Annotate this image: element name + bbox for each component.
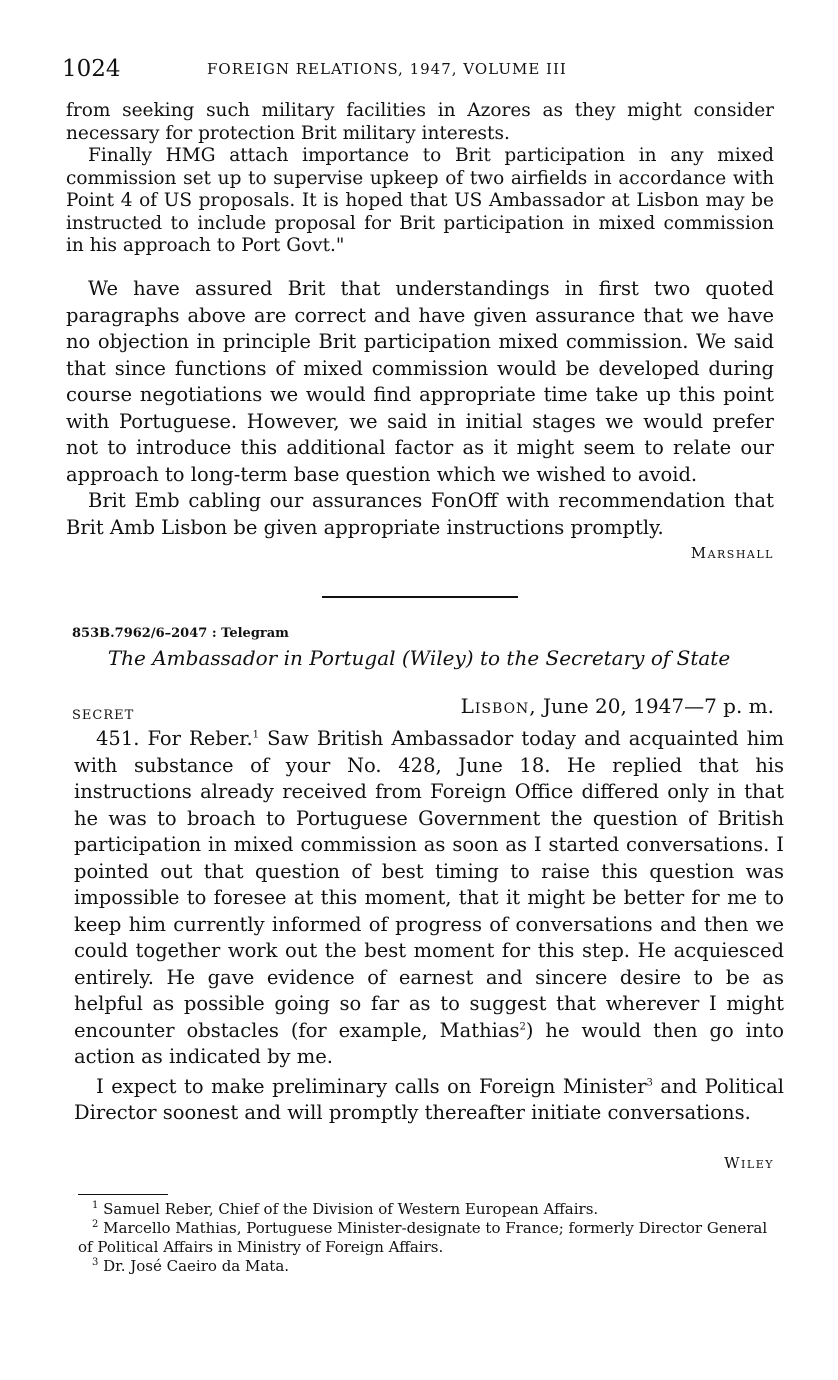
quoted-paragraph: from seeking such military facilities in Azores as they might consider necessary for protection Brit military interests. bbox=[66, 100, 774, 144]
footnote-ref: 3 bbox=[646, 1077, 653, 1088]
footnote-ref: 2 bbox=[519, 1021, 526, 1032]
dateline bbox=[461, 694, 774, 718]
footnote bbox=[78, 1200, 778, 1219]
footnote-text: Samuel Reber, Chief of the Division of Western European Affairs. bbox=[103, 1200, 599, 1218]
footnote-number: 1 bbox=[92, 1200, 99, 1211]
footnote-number: 3 bbox=[92, 1257, 99, 1268]
quoted-paragraph: Finally HMG attach importance to Brit participation in any mixed commission set up to supervise upkeep of two airfields in accordance with Point 4 of US proposals. It is hoped that US Ambassador at Lisbon may be instructed to include proposal for Brit participation in mixed commission in his approach to Port Govt." bbox=[66, 145, 774, 256]
page-number: 1024 bbox=[62, 56, 121, 82]
dateline-date: June 20, 1947—7 p. m. bbox=[536, 694, 774, 718]
footnote bbox=[78, 1257, 778, 1276]
page-header bbox=[62, 56, 782, 86]
classification: SECRET bbox=[72, 708, 135, 723]
text-run: and Political Director soonest and will promptly thereafter initiate conversations. bbox=[74, 1074, 784, 1124]
footnote bbox=[78, 1219, 778, 1257]
signature-marshall: Marshall bbox=[690, 544, 774, 562]
body-paragraph bbox=[74, 1074, 784, 1127]
text-run: Saw British Ambassador today and acquainted him with substance of your No. 428, June 18. He replied that his instructions already received from Foreign Office differed only in that he was to broach to Portuguese Government the question of British participation in mixed commission as soon as I started conversations. I pointed out that question of best timing to raise this question was impossible to foresee at this moment, that it might be better for me to keep him currently informed of progress of conversations and then we could together work out the best moment for this step. He acquiesced entirely. He gave evidence of earnest and sincere desire to be as helpful as possible going so far as to suggest that wherever I might encounter obstacles (for example, Mathias bbox=[74, 727, 784, 1042]
marshall-text bbox=[66, 276, 774, 541]
body-paragraph: Brit Emb cabling our assurances FonOff with recommendation that Brit Amb Lisbon be given appropriate instructions promptly. bbox=[66, 489, 774, 539]
footnote-rule bbox=[78, 1194, 168, 1195]
body-paragraph bbox=[74, 726, 784, 1071]
file-reference: 853B.7962/6–2047 : Telegram bbox=[72, 626, 289, 641]
footnote-ref: 1 bbox=[252, 729, 260, 741]
footnotes bbox=[78, 1200, 778, 1276]
section-divider bbox=[322, 596, 518, 598]
quoted-section bbox=[66, 100, 774, 258]
text-run: ) he would then go into action as indicated by me. bbox=[74, 1018, 784, 1068]
running-head: FOREIGN RELATIONS, 1947, VOLUME III bbox=[207, 60, 567, 78]
text-run: 451. For Reber. bbox=[96, 727, 253, 750]
dateline-city: Lisbon, bbox=[460, 694, 537, 718]
footnote-number: 2 bbox=[92, 1219, 99, 1230]
document-title: The Ambassador in Portugal (Wiley) to the Secretary of State bbox=[107, 646, 731, 670]
footnote-text: Marcello Mathias, Portuguese Minister-designate to France; formerly Director General of Political Affairs in Ministry of Foreign Affairs. bbox=[78, 1219, 768, 1256]
signature-wiley: Wiley bbox=[724, 1154, 774, 1172]
body-paragraph: We have assured Brit that understandings in first two quoted paragraphs above are correct and have given assurance that we have no objection in principle Brit participation mixed commission. We said that since functions of mixed commission would be developed during course negotiations we would find appropriate time take up this point with Portuguese. However, we said in initial stages we would prefer not to introduce this additional factor as it might seem to relate our approach to long-term base question which we wished to avoid. bbox=[66, 277, 774, 486]
text-run: I expect to make preliminary calls on Foreign Minister bbox=[96, 1074, 647, 1098]
wiley-text bbox=[74, 726, 784, 1127]
footnote-text: Dr. José Caeiro da Mata. bbox=[103, 1257, 290, 1275]
